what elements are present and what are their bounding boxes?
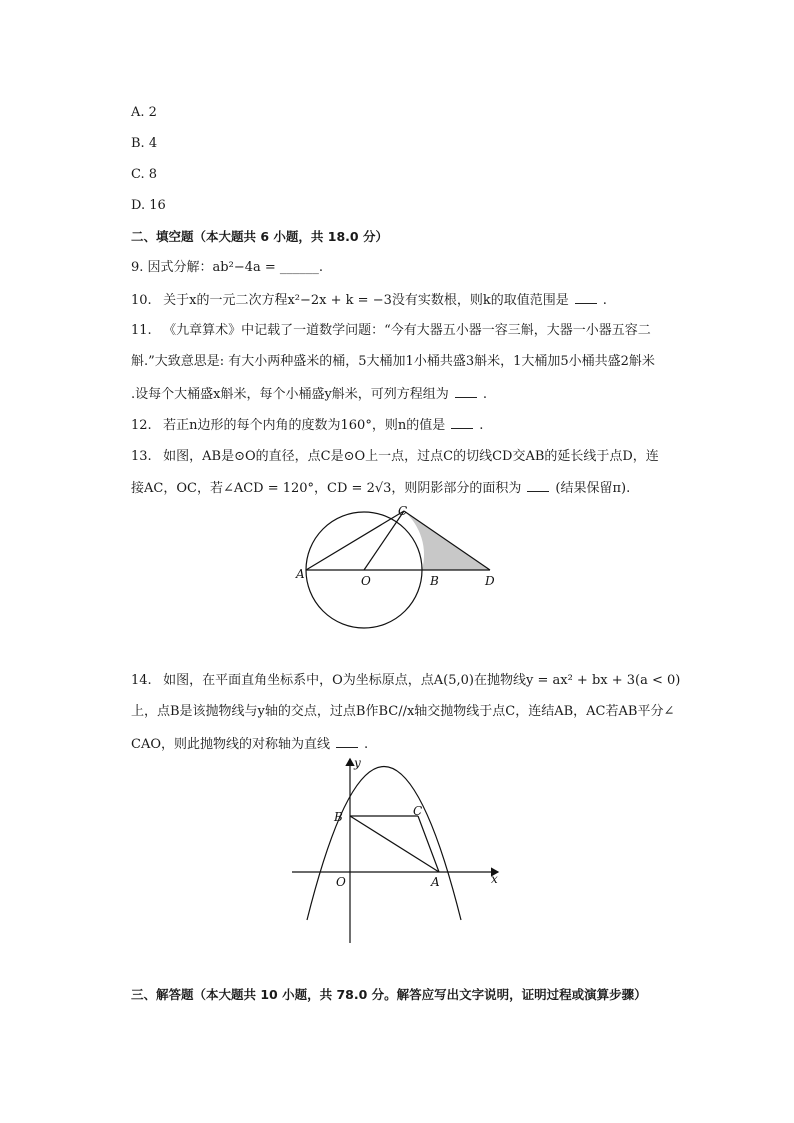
answer-blank[interactable]: [455, 385, 477, 398]
segment-oc: [364, 511, 404, 570]
question-text: 若正n边形的每个内角的度数为160°，则n的值是: [163, 418, 446, 433]
option-d: D. 16: [131, 198, 166, 213]
figure-14-parabola: [290, 755, 510, 950]
option-b: B. 4: [131, 136, 158, 151]
label-a: A: [296, 567, 305, 581]
question-end: .: [482, 387, 487, 402]
question-number: 10.: [131, 293, 152, 308]
question-text-line-2: 接AC，OC，若∠ACD = 120°，CD = 2√3，则阴影部分的面积为: [131, 481, 522, 496]
question-text-line-1: 如图，AB是⊙O的直径，点C是⊙O上一点，过点C的切线CD交AB的延长线于点D，连: [163, 449, 659, 464]
question-number: 11.: [131, 323, 152, 338]
question-text-line-1: 《九章算术》中记载了一道数学问题：“今有大器五小器一容三斛，大器一小器五容二: [163, 323, 651, 338]
question-10: [131, 291, 607, 310]
section-heading-solve: 三、解答题（本大题共 10 小题，共 78.0 分。解答应写出文字说明，证明过程或演算步骤）: [131, 987, 647, 1002]
segment-ba: [350, 816, 439, 872]
label-x: x: [491, 872, 498, 886]
label-b: B: [430, 574, 439, 588]
question-12: [131, 416, 483, 435]
question-number: 12.: [131, 418, 152, 433]
question-9: 9. 因式分解：ab²−4a = ______.: [131, 260, 324, 275]
answer-blank[interactable]: [451, 416, 473, 429]
label-o: O: [336, 875, 346, 889]
question-text-line-2: 斛.”大致意思是: 有大小两种盛米的桶，5大桶加1小桶共盛3斛米，1大桶加5小桶共盛2斛米: [131, 354, 655, 369]
option-a: A. 2: [131, 105, 157, 120]
question-text-line-3: CAO，则此抛物线的对称轴为直线: [131, 737, 330, 752]
section-heading-fill-blank: 二、填空题（本大题共 6 小题，共 18.0 分）: [131, 229, 388, 244]
label-b: B: [334, 810, 343, 824]
question-text-line-1: 如图，在平面直角坐标系中，O为坐标原点，点A(5,0)在抛物线y = ax² + bx + 3(a < 0): [163, 673, 681, 688]
question-end: .: [479, 418, 484, 433]
label-a: A: [431, 875, 440, 889]
label-d: D: [485, 574, 495, 588]
answer-blank[interactable]: [527, 479, 549, 492]
question-text: 关于x的一元二次方程x²−2x + k = −3没有实数根，则k的取值范围是: [163, 293, 569, 308]
question-number: 13.: [131, 449, 152, 464]
question-text-line-3: .设每个大桶盛x斛米，每个小桶盛y斛米，可列方程组为: [131, 387, 449, 402]
label-c: C: [398, 504, 408, 518]
question-end: .: [602, 293, 607, 308]
answer-blank[interactable]: [575, 291, 597, 304]
segment-ac: [306, 511, 404, 570]
figure-13-circle-tangent: [292, 503, 512, 633]
question-text-line-2-end: (结果保留π).: [555, 481, 631, 496]
question-number: 14.: [131, 673, 152, 688]
question-text-line-2: 上，点B是该抛物线与y轴的交点，过点B作BC//x轴交抛物线于点C，连结AB，AC若AB平分∠: [131, 704, 675, 719]
option-c: C. 8: [131, 167, 158, 182]
answer-blank[interactable]: [336, 735, 358, 748]
label-c: C: [413, 804, 423, 818]
segment-ca: [418, 816, 439, 872]
parabola: [307, 767, 461, 921]
label-y: y: [354, 756, 361, 770]
question-end: .: [364, 737, 369, 752]
label-o: O: [361, 574, 371, 588]
